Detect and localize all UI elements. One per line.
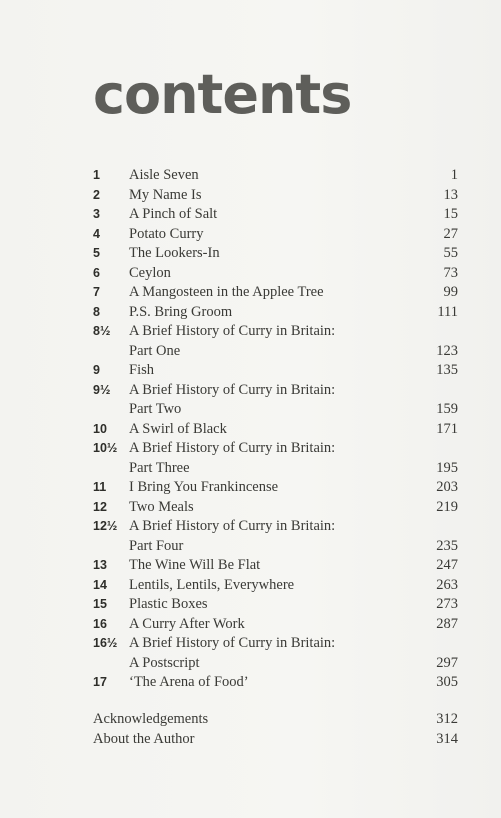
chapter-title: Aisle Seven <box>129 167 199 183</box>
back-matter-list <box>93 710 458 749</box>
chapter-number: 13 <box>93 558 107 572</box>
toc-entry <box>93 205 458 225</box>
page-number: 111 <box>437 303 458 320</box>
chapter-number: 5 <box>93 246 100 260</box>
toc-entry <box>93 537 458 557</box>
chapter-title: Two Meals <box>129 498 194 515</box>
chapter-title: Part One <box>129 342 181 359</box>
toc-entry <box>93 225 458 245</box>
chapter-number: 8 <box>93 304 100 319</box>
chapter-title: My Name Is <box>129 186 202 203</box>
toc-entry <box>93 654 458 674</box>
toc-entry <box>93 439 458 459</box>
chapter-title: I Bring You Frankincense <box>129 479 279 495</box>
chapter-title: Part Two <box>129 401 182 417</box>
chapter-number: 17 <box>93 675 107 689</box>
page-number: 1 <box>450 167 458 183</box>
chapter-number: 15 <box>93 597 107 611</box>
chapter-title: ‘The Arena of Food’ <box>129 674 249 690</box>
page-number: 203 <box>436 479 458 495</box>
chapter-title: A Brief History of Curry in Britain: <box>129 518 336 534</box>
chapter-number: 16½ <box>93 636 118 650</box>
chapter-title: Part Three <box>129 459 190 476</box>
page-title: contents <box>93 63 352 126</box>
chapter-number: 14 <box>93 577 107 592</box>
page-number: 123 <box>436 342 458 359</box>
chapter-title: Lentils, Lentils, Everywhere <box>129 576 295 593</box>
chapter-number: 10½ <box>93 441 118 455</box>
toc-entry <box>93 283 458 303</box>
page-number: 297 <box>436 654 458 671</box>
chapter-title: Fish <box>129 362 154 378</box>
chapter-title: A Curry After Work <box>129 615 245 632</box>
chapter-title: A Swirl of Black <box>129 420 227 437</box>
toc-entry <box>93 634 458 654</box>
toc-entry <box>93 322 458 342</box>
chapter-number: 1 <box>93 168 100 182</box>
page-number: 273 <box>436 596 458 612</box>
chapter-number: 7 <box>93 285 100 299</box>
chapter-number: 12 <box>93 499 107 514</box>
chapter-title: A Brief History of Curry in Britain: <box>129 635 336 651</box>
toc-entry <box>93 459 458 479</box>
toc-entry <box>93 673 458 693</box>
toc-entry <box>93 595 458 615</box>
page-number: 235 <box>436 537 458 554</box>
chapter-number: 16 <box>93 616 107 631</box>
page-number: 247 <box>436 557 458 573</box>
chapter-title: A Brief History of Curry in Britain: <box>129 440 336 456</box>
chapter-title: About the Author <box>93 730 195 747</box>
toc-entry <box>93 381 458 401</box>
chapter-title: A Brief History of Curry in Britain: <box>129 323 336 339</box>
chapter-title: Plastic Boxes <box>129 596 208 612</box>
page-number: 135 <box>436 362 458 378</box>
page-number: 219 <box>436 498 458 515</box>
chapter-title: Acknowledgements <box>93 711 209 727</box>
chapter-title: A Postscript <box>129 654 200 671</box>
chapter-number: 3 <box>93 207 100 221</box>
chapter-title: The Lookers-In <box>129 245 220 261</box>
chapter-title: Potato Curry <box>129 225 204 242</box>
chapter-number: 11 <box>93 480 107 494</box>
page-number: 314 <box>436 730 458 747</box>
toc-entry <box>93 556 458 576</box>
toc-entry <box>93 400 458 420</box>
page-number: 15 <box>443 206 458 222</box>
chapter-title: Ceylon <box>129 264 171 281</box>
toc-entry <box>93 303 458 323</box>
chapter-number: 6 <box>93 265 100 280</box>
page-number: 73 <box>443 264 458 281</box>
page-number: 195 <box>436 459 458 476</box>
chapter-number: 8½ <box>93 324 111 338</box>
chapter-title: The Wine Will Be Flat <box>129 557 261 573</box>
chapter-number: 9 <box>93 363 100 377</box>
page-number: 171 <box>436 420 458 437</box>
page-number: 27 <box>443 225 458 242</box>
chapter-number: 10 <box>93 421 107 436</box>
toc-entry <box>93 342 458 362</box>
page-number: 287 <box>436 615 458 632</box>
toc-entry <box>93 498 458 518</box>
toc-entry <box>93 361 458 381</box>
chapter-number: 2 <box>93 187 100 202</box>
toc-entry <box>93 420 458 440</box>
toc-entry <box>93 478 458 498</box>
toc-entry <box>93 186 458 206</box>
chapter-title: P.S. Bring Groom <box>129 303 233 320</box>
toc-entry <box>93 244 458 264</box>
chapter-title: A Brief History of Curry in Britain: <box>129 381 336 398</box>
chapter-title: A Mangosteen in the Applee Tree <box>129 284 324 300</box>
chapter-number: 9½ <box>93 382 111 397</box>
chapter-title: A Pinch of Salt <box>129 206 218 222</box>
page-number: 99 <box>443 284 458 300</box>
page-number: 263 <box>436 576 458 593</box>
back-matter-entry <box>93 710 458 730</box>
chapter-title: Part Four <box>129 537 184 554</box>
page-number: 305 <box>436 674 458 690</box>
back-matter-entry <box>93 730 458 750</box>
chapter-number: 4 <box>93 226 100 241</box>
toc-entry <box>93 576 458 596</box>
page-number: 159 <box>436 401 458 417</box>
toc-entry <box>93 264 458 284</box>
toc-entry <box>93 517 458 537</box>
page-number: 312 <box>436 711 458 727</box>
page-number: 13 <box>443 186 458 203</box>
table-of-contents <box>93 166 458 693</box>
toc-entry <box>93 166 458 186</box>
toc-entry <box>93 615 458 635</box>
page-number: 55 <box>443 245 458 261</box>
chapter-number: 12½ <box>93 519 118 533</box>
